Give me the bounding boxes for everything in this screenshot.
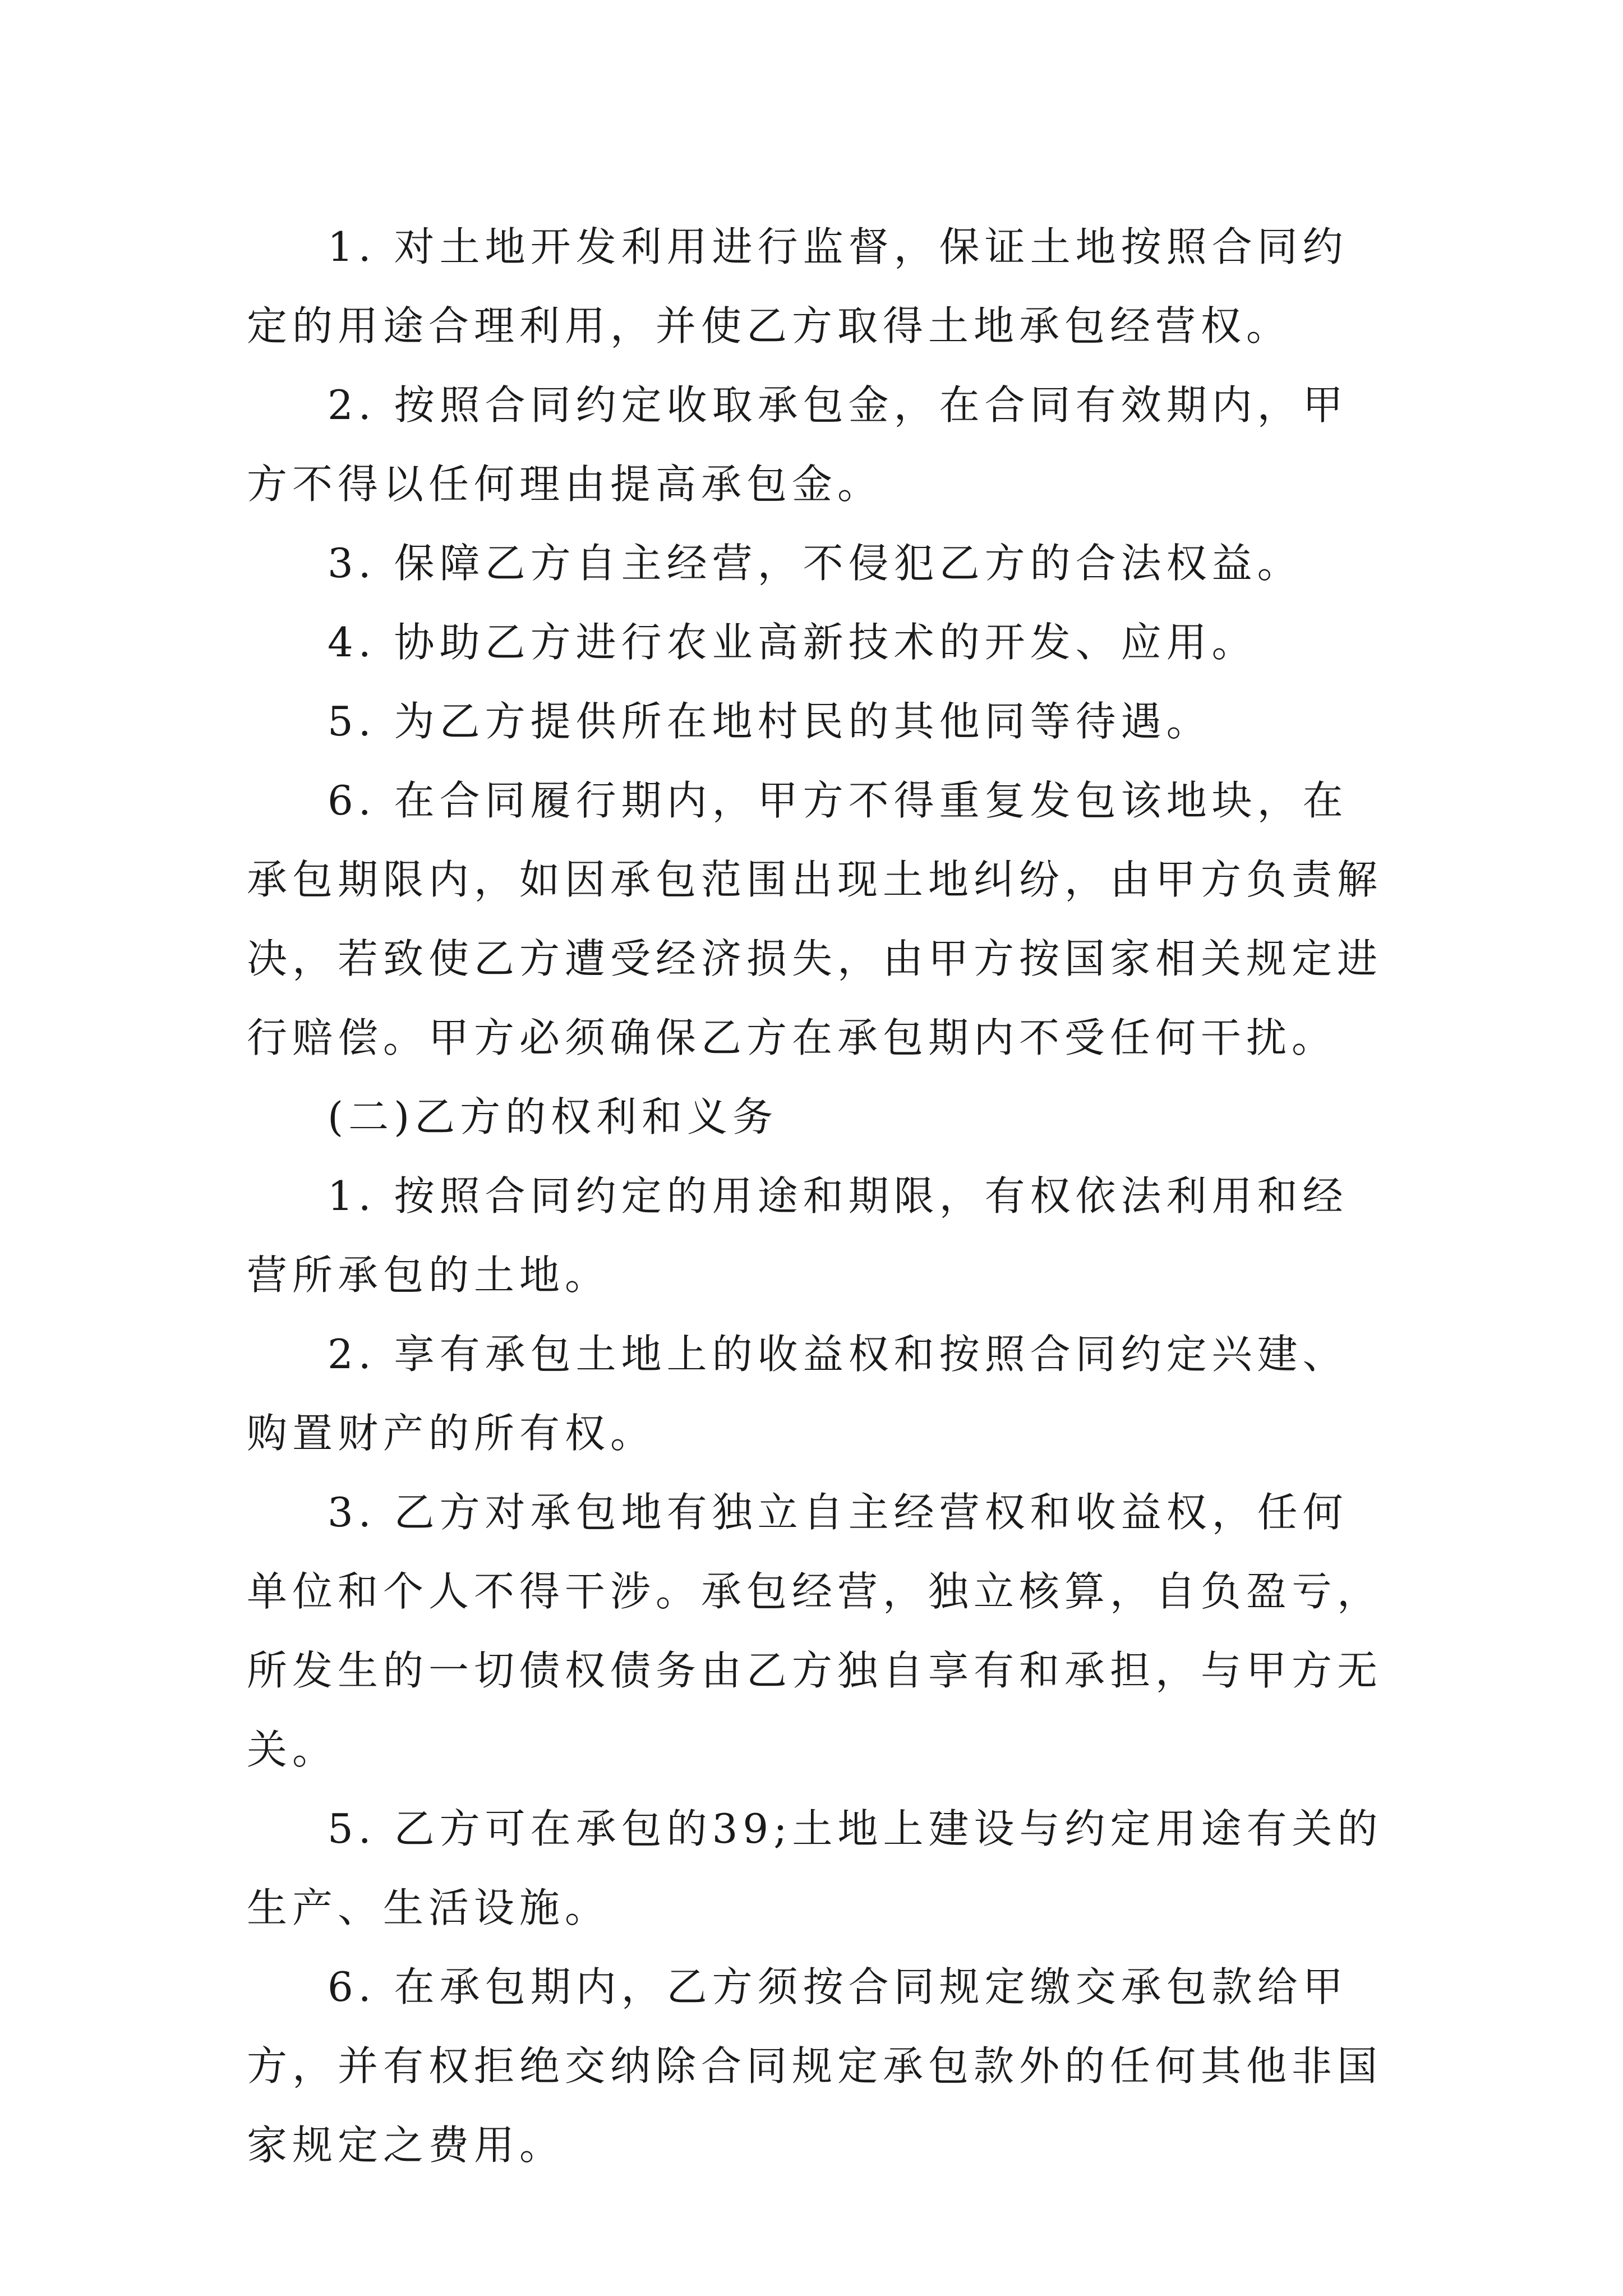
paragraph-party-a-duty-5: 5. 为乙方提供所在地村民的其他同等待遇。 <box>328 698 1212 745</box>
paragraph-party-b-right-3: 3. 乙方对承包地有独立自主经营权和收益权，任何单位和个人不得干涉。承包经营，独立核算，自负盈亏，所发生的一切债权债务由乙方独自享有和承担，与甲方无关。 <box>247 1489 1383 1773</box>
paragraph-party-a-duty-3: 3. 保障乙方自主经营，不侵犯乙方的合法权益。 <box>328 540 1303 587</box>
paragraph-party-b-right-6: 6. 在承包期内，乙方须按合同规定缴交承包款给甲方，并有权拒绝交纳除合同规定承包款外的任何其他非国家规定之费用。 <box>247 1963 1383 2169</box>
paragraph-party-b-right-1: 1. 按照合同约定的用途和期限，有权依法利用和经营所承包的土地。 <box>247 1172 1348 1299</box>
paragraph-party-a-duty-4: 4. 协助乙方进行农业高新技术的开发、应用。 <box>328 619 1257 666</box>
paragraph-party-b-right-5: 5. 乙方可在承包的39;土地上建设与约定用途有关的生产、生活设施。 <box>247 1805 1383 1931</box>
paragraph-party-a-duty-2: 2. 按照合同约定收取承包金，在合同有效期内，甲方不得以任何理由提高承包金。 <box>247 381 1348 508</box>
document-body <box>247 208 1391 2185</box>
paragraph-party-b-right-2: 2. 享有承包土地上的收益权和按照合同约定兴建、购置财产的所有权。 <box>247 1331 1348 1457</box>
paragraph-party-a-duty-6: 6. 在合同履行期内，甲方不得重复发包该地块，在承包期限内，如因承包范围出现土地纠纷，由甲方负责解决，若致使乙方遭受经济损失，由甲方按国家相关规定进行赔偿。甲方必须确保乙方在承包期内不受任何干扰。 <box>247 777 1383 1061</box>
section-heading-party-b: (二)乙方的权利和义务 <box>328 1093 778 1140</box>
paragraph-party-a-duty-1: 1. 对土地开发利用进行监督，保证土地按照合同约定的用途合理利用，并使乙方取得土地承包经营权。 <box>247 223 1348 349</box>
